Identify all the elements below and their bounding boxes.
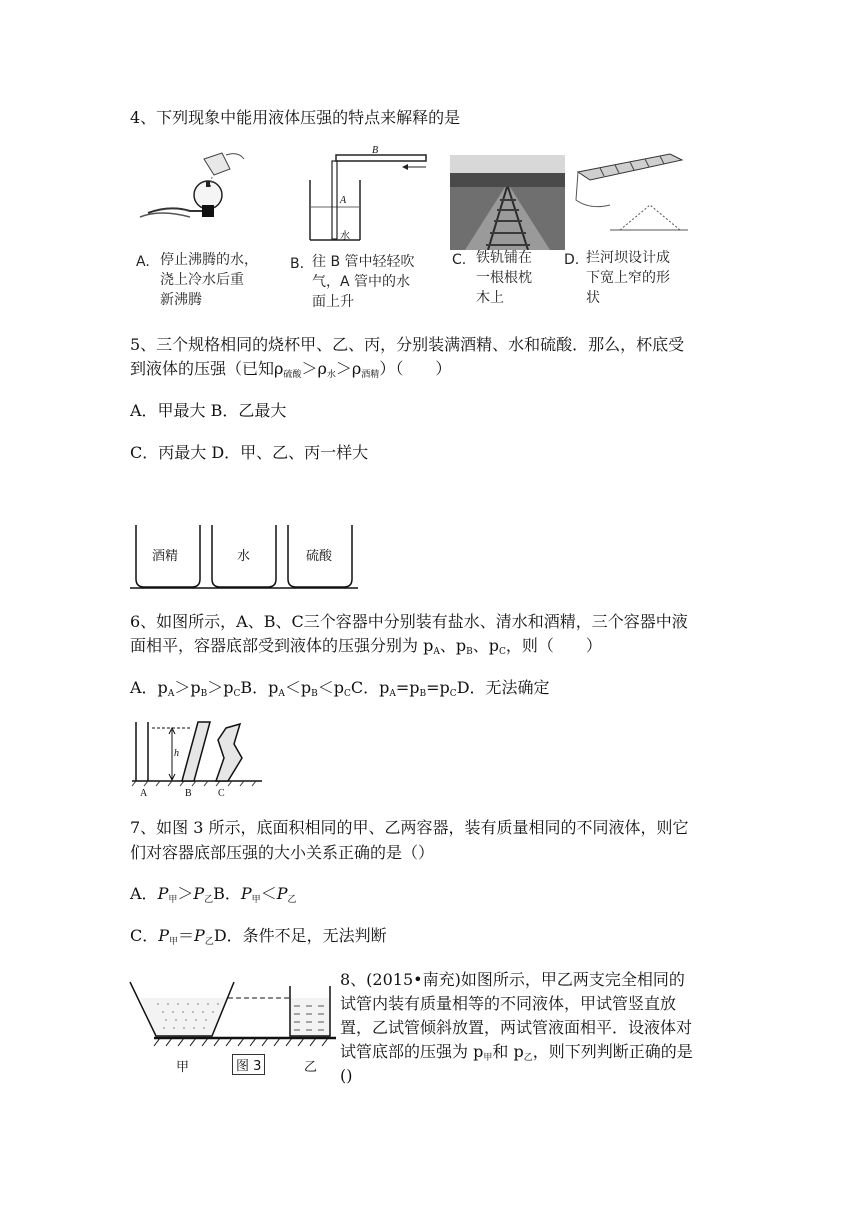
q5-sub-alcohol: 酒精 <box>361 370 380 380</box>
q6-line2 <box>130 636 602 662</box>
q5-options-cd: C．丙最大 D．甲、乙、丙一样大 <box>130 443 369 462</box>
q6-label-b: B <box>185 788 192 799</box>
railway-photo <box>450 155 565 250</box>
q4-stem: 4、下列现象中能用液体压强的特点来解释的是 <box>130 108 461 127</box>
beaker-alcohol-label: 酒精 <box>152 549 179 564</box>
q7-p5: P <box>158 926 170 945</box>
q7-line2: 们对容器底部压强的大小关系正确的是（） <box>130 843 435 862</box>
q6-opt-a1-sub: B <box>200 689 208 699</box>
q7-p3: P <box>240 884 252 903</box>
q6-opt-c2-sub: C <box>449 689 457 699</box>
water-label: 水 <box>340 231 350 242</box>
q7-fig-yi-label: 乙 <box>304 1060 318 1075</box>
option-a-letter: A. <box>136 254 150 270</box>
q6-opt-c2: =p <box>426 678 450 697</box>
q6-opt-a2-sub: C <box>233 689 241 699</box>
q6-line2-c: 、p <box>472 636 499 655</box>
q7-sub-yi1: 乙 <box>204 895 214 905</box>
q7-options-ab <box>130 884 296 910</box>
q6-label-c: C <box>218 788 225 799</box>
q6-opt-c: C．p <box>350 678 390 697</box>
q4-figure <box>130 145 695 315</box>
q6-opt-b1-sub: B <box>311 689 318 699</box>
q6-opt-a-sub: A <box>167 689 175 699</box>
q7-opt-b: B． <box>213 884 241 903</box>
q7-sub-jia1: 甲 <box>168 895 178 905</box>
q7-opt-d: D．条件不足，无法判断 <box>213 926 387 945</box>
option-a-line2: 浇上冷水后重 <box>160 272 244 288</box>
option-c-line2: 一根根枕 <box>476 270 532 286</box>
q6-opt-b: B．p <box>240 678 279 697</box>
q5-line2-b: ）（ ） <box>379 359 452 378</box>
option-c-letter: C. <box>452 252 467 268</box>
q8-and: 和 p <box>492 1042 524 1061</box>
option-c-line3: 木上 <box>476 290 504 306</box>
q8-line5: () <box>340 1066 353 1085</box>
q7-fig-caption: 图 3 <box>232 1054 265 1075</box>
q8-line1: 8、(2015•南充)如图所示，甲乙两支完全相同的 <box>340 970 685 989</box>
q7-p4: P <box>276 884 288 903</box>
q7-p2: P <box>193 884 205 903</box>
tube-a-label: A <box>340 195 347 206</box>
q5-gt1: ＞ρ <box>301 359 327 378</box>
q6-opt-a2: ＞p <box>207 678 234 697</box>
q6-containers-figure <box>130 718 265 800</box>
q8-line4 <box>340 1042 693 1068</box>
q6-line2-a: 面相平，容器底部受到液体的压强分别为 p <box>130 636 434 655</box>
q7-fig-jia-label: 甲 <box>176 1060 190 1075</box>
q7-gt: ＞ <box>177 884 194 903</box>
q8-line3: 置，乙试管倾斜放置，两试管液面相平．设液体对 <box>340 1018 693 1037</box>
q7-opt-c: C． <box>130 926 159 945</box>
option-d-line2: 下宽上窄的形 <box>586 270 670 286</box>
dam-illustration <box>570 150 690 245</box>
option-d-line1: 拦河坝设计成 <box>586 250 670 266</box>
beaker-acid-label: 硫酸 <box>306 549 333 564</box>
q8-tail: ，则下列判断正确的是 <box>532 1042 693 1061</box>
q6-line2-d: ，则（ ） <box>505 636 602 655</box>
option-b-line2: 气，A 管中的水 <box>312 274 411 290</box>
tubes-illustration <box>300 145 430 245</box>
q6-label-a: A <box>140 788 148 799</box>
q8-line4-a: 试管底部的压强为 p <box>340 1042 484 1061</box>
q6-h-label: h <box>174 748 179 759</box>
q7-eq: ＝ <box>178 926 195 945</box>
tube-b-label: B <box>372 145 379 156</box>
q6-opt-a: A．p <box>130 678 168 697</box>
q7-opt-a: A． <box>130 884 158 903</box>
option-a-line1: 停止沸腾的水， <box>160 252 258 268</box>
q5-line1: 5、三个规格相同的烧杯甲、乙、丙，分别装满酒精、水和硫酸．那么，杯底受 <box>130 335 685 354</box>
q5-sub-sulfuric: 硫酸 <box>283 370 302 380</box>
q7-figure-3 <box>128 980 338 1080</box>
q7-options-cd <box>130 926 387 952</box>
q8-sub-yi: 乙 <box>523 1053 533 1063</box>
q7-p1: P <box>157 884 169 903</box>
q5-beakers-figure <box>130 525 360 595</box>
option-b-line3: 面上升 <box>312 294 354 310</box>
q6-opt-b1: ＜p <box>284 678 312 697</box>
q5-line2-a: 到液体的压强（已知ρ <box>130 359 284 378</box>
q7-lt: ＜ <box>260 884 277 903</box>
q7-p6: P <box>194 926 205 945</box>
flask-illustration <box>130 145 250 245</box>
q7-sub-jia3: 甲 <box>169 937 179 947</box>
q6-options <box>130 678 550 704</box>
q6-opt-a1: ＞p <box>174 678 201 697</box>
option-a-line3: 新沸腾 <box>160 292 202 308</box>
option-b-letter: B. <box>290 256 305 272</box>
option-b-line1: 往 B 管中轻轻吹 <box>312 254 415 270</box>
option-d-letter: D. <box>564 252 580 268</box>
q7-sub-jia2: 甲 <box>251 895 261 905</box>
q6-sub-b: B <box>466 647 473 657</box>
q6-opt-c-sub: A <box>389 689 396 699</box>
option-c-line1: 铁轨铺在 <box>476 250 532 266</box>
q6-line1: 6、如图所示，A、B、C三个容器中分别装有盐水、清水和酒精，三个容器中液 <box>130 612 688 631</box>
q7-sub-yi3: 乙 <box>204 937 214 947</box>
option-d-line3: 状 <box>586 290 600 306</box>
q6-line2-b: 、p <box>439 636 467 655</box>
q5-line2 <box>130 359 451 385</box>
q7-sub-yi2: 乙 <box>287 895 297 905</box>
q5-sub-water: 水 <box>326 370 336 380</box>
q7-line1: 7、如图 3 所示，底面积相同的甲、乙两容器，装有质量相同的不同液体，则它 <box>130 818 689 837</box>
q6-opt-c1: =p <box>395 678 420 697</box>
q8-line2: 试管内装有质量相等的不同液体，甲试管竖直放 <box>340 994 677 1013</box>
beaker-water-label: 水 <box>237 549 251 564</box>
q5-options-ab: A．甲最大 B．乙最大 <box>130 401 287 420</box>
q6-opt-d: D．无法确定 <box>456 678 550 697</box>
q6-sub-a: A <box>433 647 440 657</box>
q6-opt-b-sub: A <box>278 689 285 699</box>
q6-opt-b2: ＜p <box>317 678 344 697</box>
q6-sub-c: C <box>498 647 506 657</box>
q8-sub-jia: 甲 <box>483 1053 493 1063</box>
q5-gt2: ＞ρ <box>335 359 362 378</box>
q6-opt-b2-sub: C <box>343 689 351 699</box>
q6-opt-c1-sub: B <box>419 689 427 699</box>
